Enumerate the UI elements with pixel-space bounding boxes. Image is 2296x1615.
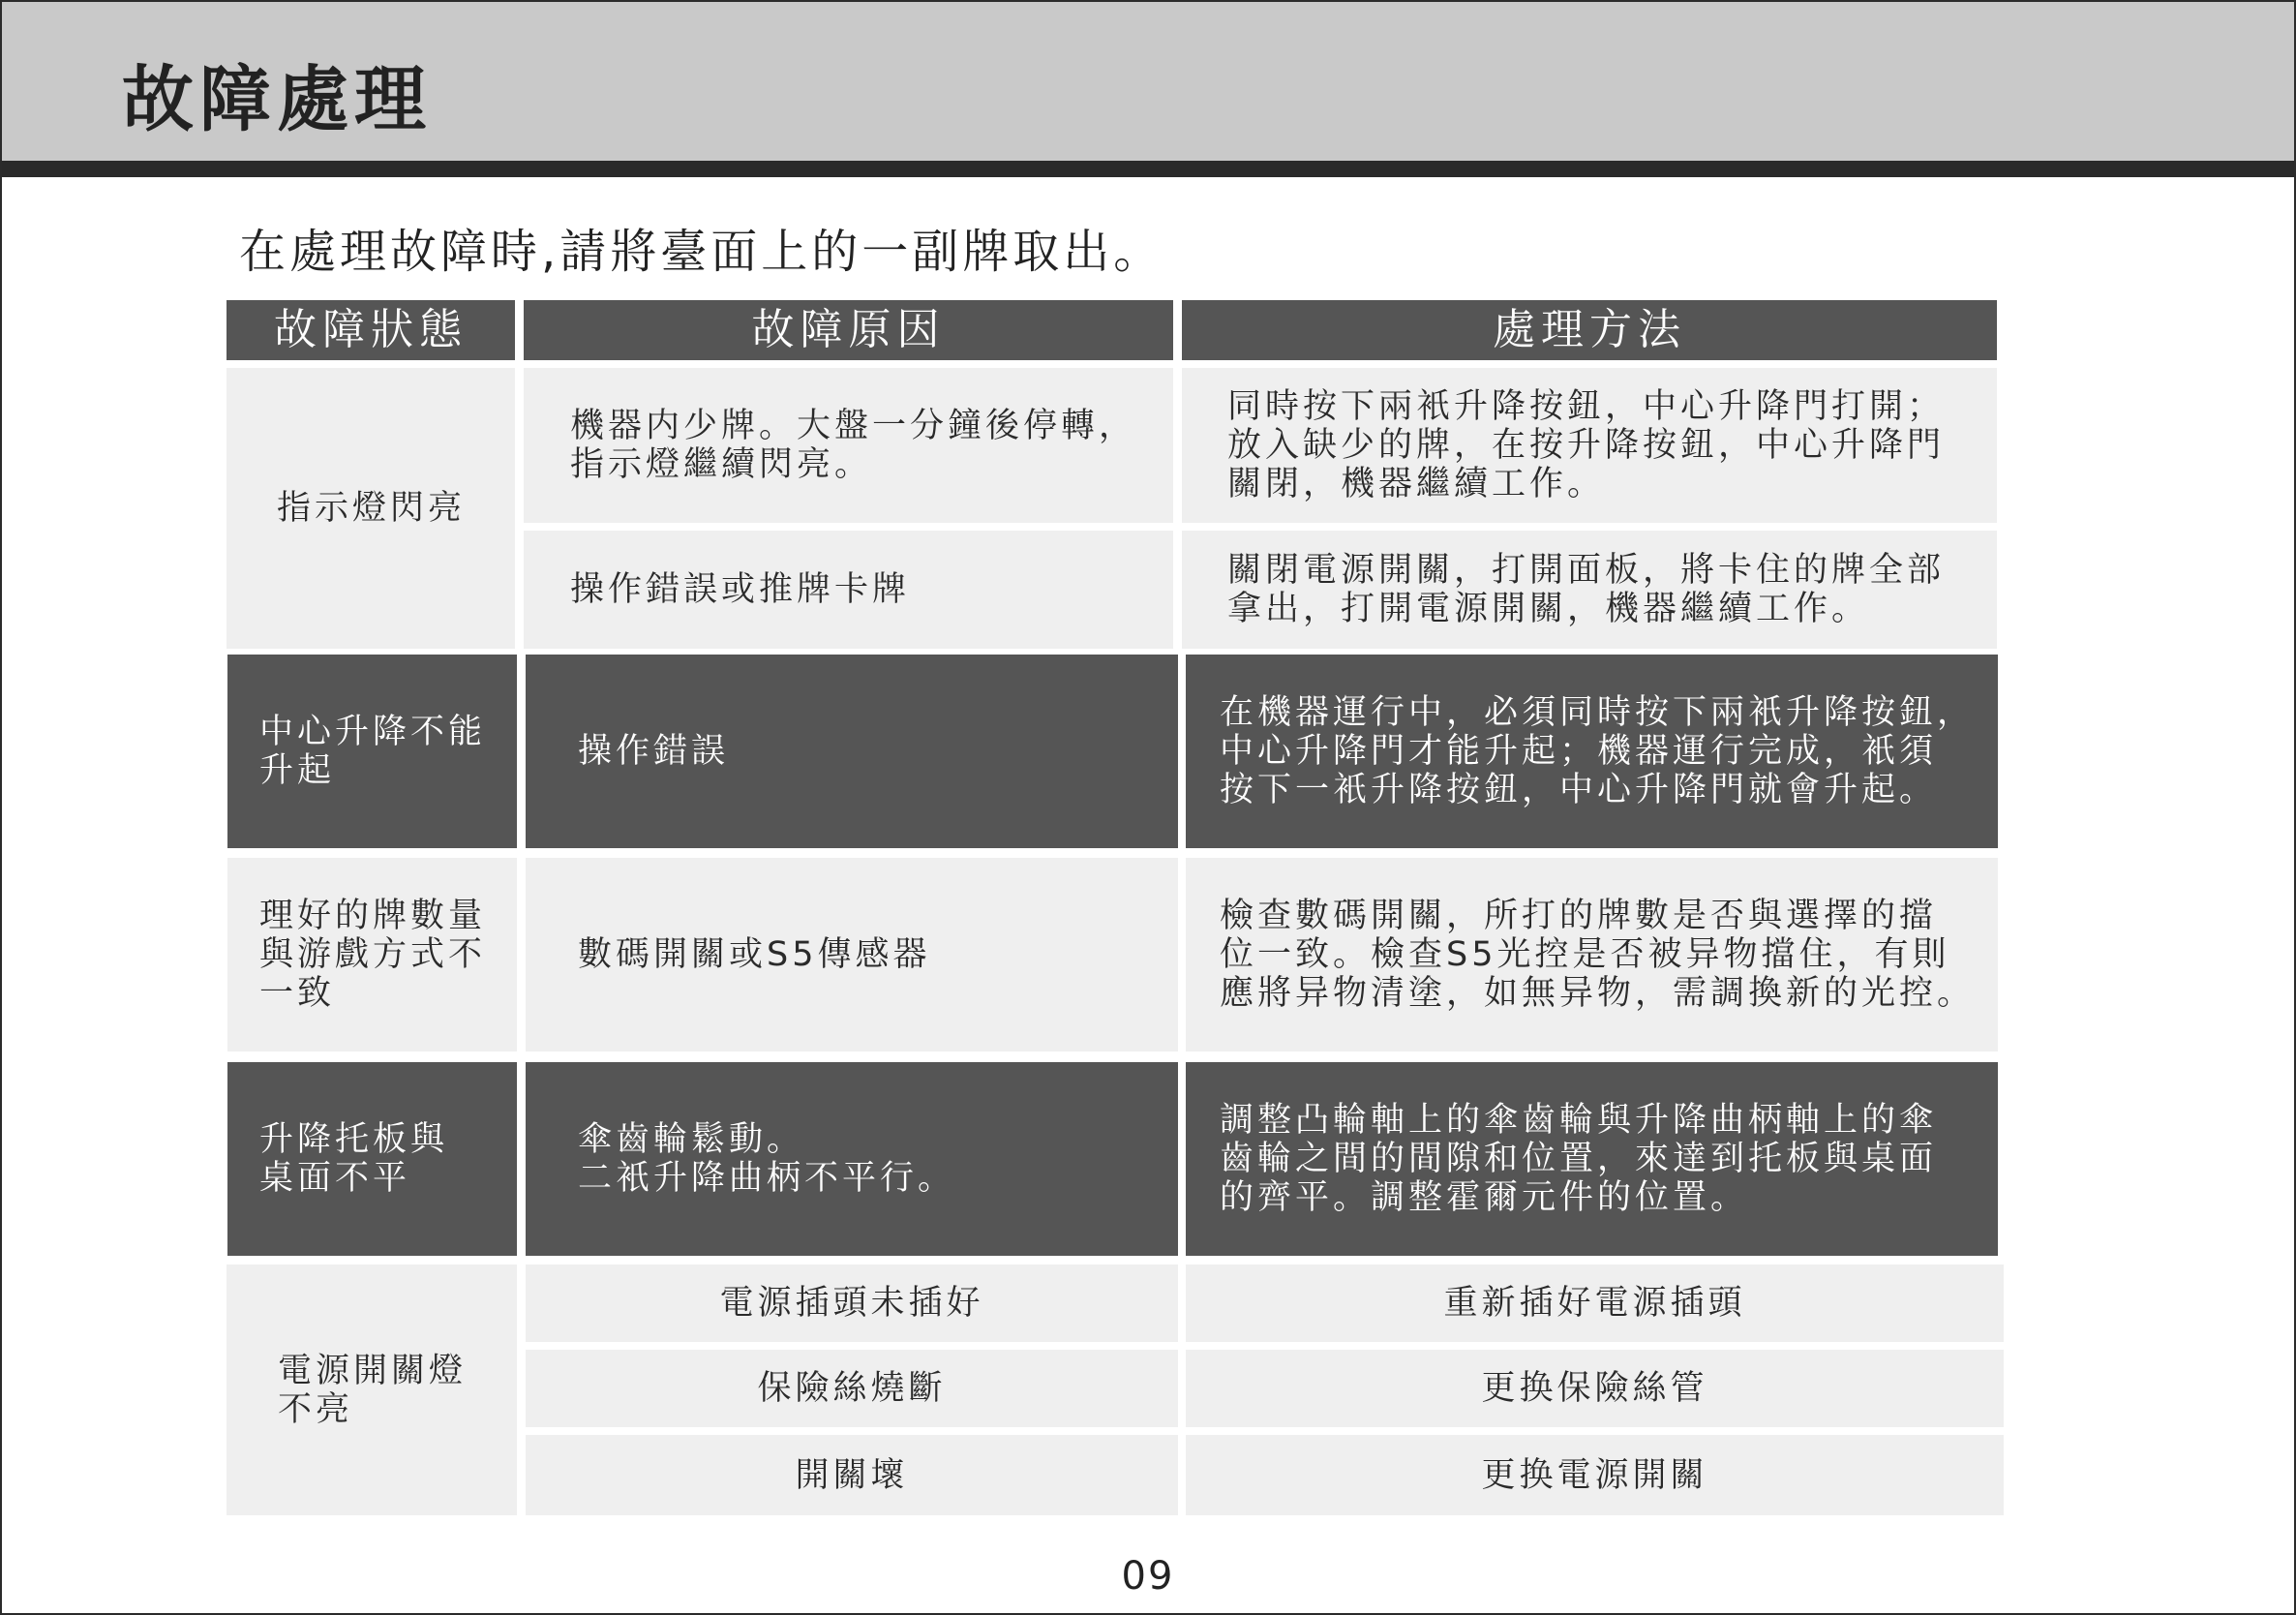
method-cell: 檢查數碼開關，所打的牌數是否與選擇的擋 位一致。檢查S5光控是否被异物擋住，有則 應將异物清塗，如無异物，需調換新的光控。 <box>1186 858 1998 1051</box>
page-title: 故障處理 <box>122 58 432 141</box>
method-cell: 重新插好電源插頭 <box>1186 1265 2004 1342</box>
cause-cell: 保險絲燒斷 <box>526 1350 1178 1427</box>
cause-cell: 傘齒輪鬆動。 二衹升降曲柄不平行。 <box>526 1062 1178 1256</box>
cause-cell: 操作錯誤或推牌卡牌 <box>524 531 1173 649</box>
status-cell: 升降托板與 桌面不平 <box>227 1062 517 1256</box>
status-cell: 中心升降不能 升起 <box>227 655 517 848</box>
header-status: 故障狀態 <box>227 300 515 360</box>
method-cell: 調整凸輪軸上的傘齒輪與升降曲柄軸上的傘 齒輪之間的間隙和位置，來達到托板與桌面 的齊平。調整霍爾元件的位置。 <box>1186 1062 1998 1256</box>
method-cell: 在機器運行中，必須同時按下兩衹升降按鈕， 中心升降門才能升起；機器運行完成，衹須 按下一衹升降按鈕，中心升降門就會升起。 <box>1186 655 1998 848</box>
method-cell: 更换電源開關 <box>1186 1435 2004 1515</box>
header-cause: 故障原因 <box>524 300 1173 360</box>
page-number: 09 <box>1121 1554 1175 1599</box>
status-cell: 電源開關燈 不亮 <box>227 1265 517 1515</box>
method-cell: 更换保險絲管 <box>1186 1350 2004 1427</box>
header-rule <box>2 161 2294 177</box>
cause-cell: 機器内少牌。大盤一分鐘後停轉， 指示燈繼續閃亮。 <box>524 368 1173 523</box>
cause-cell: 開關壞 <box>526 1435 1178 1515</box>
method-cell: 同時按下兩衹升降按鈕，中心升降門打開； 放入缺少的牌，在按升降按鈕，中心升降門 關閉，機器繼續工作。 <box>1182 368 1997 523</box>
cause-cell: 電源插頭未插好 <box>526 1265 1178 1342</box>
header-method: 處理方法 <box>1182 300 1997 360</box>
cause-cell: 操作錯誤 <box>526 655 1178 848</box>
status-cell: 理好的牌數量 與游戲方式不 一致 <box>227 858 517 1051</box>
cause-cell: 數碼開關或S5傳感器 <box>526 858 1178 1051</box>
status-cell: 指示燈閃亮 <box>227 368 515 649</box>
intro-text: 在處理故障時,請將臺面上的一副牌取出。 <box>239 225 1164 279</box>
method-cell: 關閉電源開關，打開面板，將卡住的牌全部 拿出，打開電源開關，機器繼續工作。 <box>1182 531 1997 649</box>
